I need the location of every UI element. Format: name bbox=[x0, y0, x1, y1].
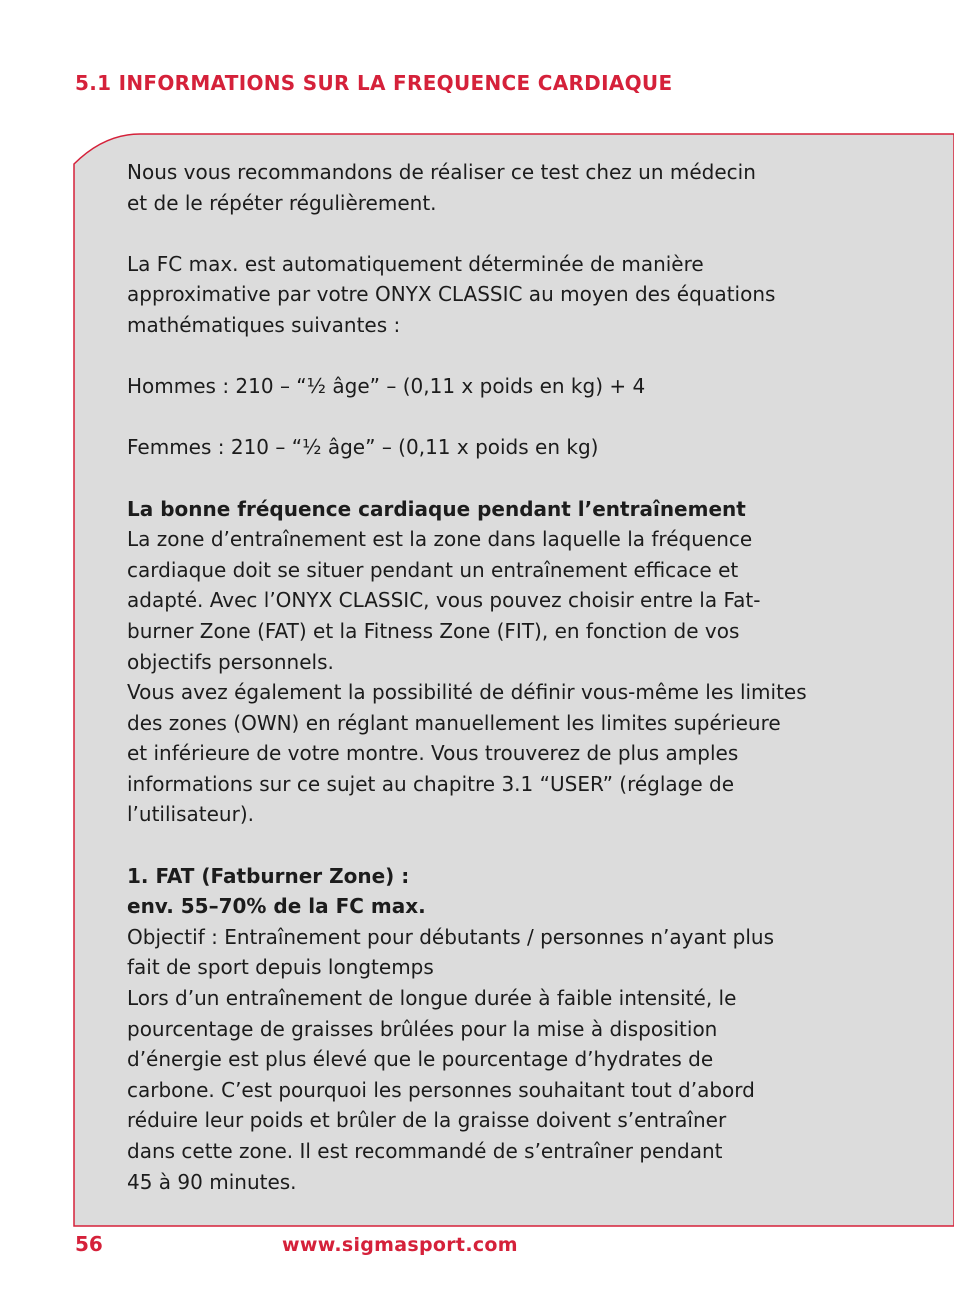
fat-text-line-6: dans cette zone. Il est recommandé de s’entraîner pendant bbox=[127, 1139, 723, 1163]
formula-women: Femmes : 210 – “½ âge” – (0,11 x poids en kg) bbox=[127, 435, 599, 460]
website-link[interactable]: www.sigmasport.com bbox=[282, 1234, 518, 1256]
zone-text-line-2: cardiaque doit se situer pendant un entraînement efficace et bbox=[127, 557, 739, 582]
own-text-line-3: et inférieure de votre montre. Vous trouverez de plus amples bbox=[127, 741, 739, 766]
fat-objective-line-2: fait de sport depuis longtemps bbox=[127, 955, 434, 980]
own-text-line-1: Vous avez également la possibilité de définir vous-même les limites bbox=[127, 680, 807, 705]
own-text-line-2: des zones (OWN) en réglant manuellement les limites supérieure bbox=[127, 710, 781, 735]
zone-text-line-3: adapté. Avec l’ONYX CLASSIC, vous pouvez choisir entre la Fat- bbox=[127, 588, 761, 613]
section-title: 5.1 INFORMATIONS SUR LA FREQUENCE CARDIAQUE bbox=[75, 71, 673, 95]
zone-heading: La bonne fréquence cardiaque pendant l’entraînement bbox=[127, 496, 746, 521]
own-text-line-4: informations sur ce sujet au chapitre 3.1 “USER” (réglage de bbox=[127, 771, 735, 796]
own-text-line-5: l’utilisateur). bbox=[127, 802, 254, 827]
zone-text-line-1: La zone d’entraînement est la zone dans laquelle la fréquence bbox=[127, 527, 753, 552]
fcmax-line-1: La FC max. est automatiquement déterminée de manière bbox=[127, 251, 704, 276]
intro-line-1: Nous vous recommandons de réaliser ce test chez un médecin bbox=[127, 160, 756, 184]
fat-objective-line-1: Objectif : Entraînement pour débutants / personnes n’ayant plus bbox=[127, 924, 774, 949]
fat-text-line-4: carbone. C’est pourquoi les personnes souhaitant tout d’abord bbox=[127, 1077, 755, 1102]
zone-text-line-4: burner Zone (FAT) et la Fitness Zone (FIT), en fonction de vos bbox=[127, 618, 740, 643]
page-number: 56 bbox=[75, 1232, 103, 1256]
fat-text-line-2: pourcentage de graisses brûlées pour la mise à disposition bbox=[127, 1016, 718, 1041]
fcmax-line-2: approximative par votre ONYX CLASSIC au moyen des équations bbox=[127, 282, 776, 307]
formula-men: Hommes : 210 – “½ âge” – (0,11 x poids en kg) + 4 bbox=[127, 374, 646, 399]
intro-line-2: et de le répéter régulièrement. bbox=[127, 190, 437, 215]
fcmax-line-3: mathématiques suivantes : bbox=[127, 312, 401, 337]
fat-heading-line-1: 1. FAT (Fatburner Zone) : bbox=[127, 863, 410, 888]
fat-heading-line-2: env. 55–70% de la FC max. bbox=[127, 894, 426, 919]
content-text bbox=[127, 157, 867, 1197]
fat-text-line-1: Lors d’un entraînement de longue durée à faible intensité, le bbox=[127, 986, 737, 1011]
fat-text-line-3: d’énergie est plus élevé que le pourcentage d’hydrates de bbox=[127, 1047, 714, 1072]
zone-text-line-5: objectifs personnels. bbox=[127, 649, 334, 674]
fat-text-line-5: réduire leur poids et brûler de la graisse doivent s’entraîner bbox=[127, 1108, 727, 1133]
fat-text-line-7: 45 à 90 minutes. bbox=[127, 1169, 297, 1194]
